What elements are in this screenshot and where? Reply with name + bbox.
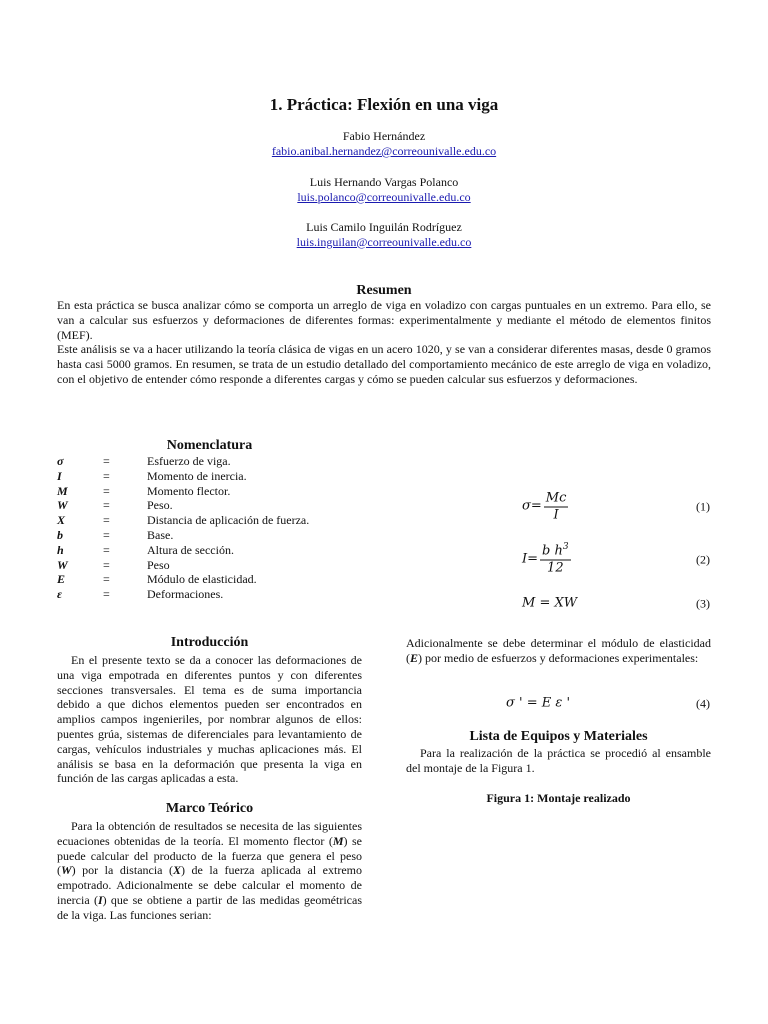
equation-4-expression: σ ' = E ε ' [506, 695, 571, 711]
nomenclature-equals: = [103, 587, 110, 602]
equation-2-number: (2) [696, 552, 710, 567]
nomenclature-symbol: h [57, 542, 64, 557]
theory-text: ) de la fuerza aplicada al extremo empotrado. Adicionalmente se debe calcular el momento de inercia ( [57, 863, 362, 907]
nomenclature-equals: = [103, 542, 110, 557]
nomenclature-description: Módulo de elasticidad. [147, 572, 257, 587]
nomenclature-table [57, 454, 309, 602]
theory-heading: Marco Teórico [165, 801, 254, 816]
abstract-heading: Resumen [356, 283, 412, 298]
theory-text: ) se puede calcular del producto de la fuerza que genera el peso ( [57, 833, 362, 878]
nomenclature-description: Peso. [147, 498, 173, 513]
nomenclature-equals: = [103, 454, 110, 468]
equation-1-number: (1) [696, 499, 710, 514]
equation-2-numerator [540, 544, 571, 561]
equation-1-numerator: Mc [545, 490, 567, 506]
nomenclature-description: Base. [147, 527, 174, 542]
equation-3-expression: M = XW [522, 595, 578, 611]
abstract-paragraph-1: En esta práctica se busca analizar cómo se comporta un arreglo de viga en voladizo con cargas puntuales en un extremo. Para ello, se van a calcular sus esfuerzos y deformaciones de diferentes formas: experimentalmente y mediante el método de elementos finitos (MEF). [57, 298, 711, 342]
nomenclature-row [57, 469, 309, 484]
nomenclature-row [57, 558, 309, 573]
equation-4-number: (4) [696, 696, 710, 711]
nomenclature-symbol: W [57, 498, 68, 513]
equation-3 [406, 584, 710, 624]
author-1 [0, 129, 768, 159]
author-name: Luis Hernando Vargas Polanco [309, 175, 459, 189]
author-email-link[interactable]: luis.inguilan@correounivalle.edu.co [296, 234, 472, 249]
introduction-heading: Introducción [170, 635, 249, 650]
nomenclature-equals: = [103, 468, 110, 483]
nomenclature-equals: = [103, 483, 110, 498]
nomenclature-symbol: σ [57, 454, 64, 468]
nomenclature-list [57, 454, 377, 602]
nomenclature-symbol: ε [57, 587, 62, 602]
equipment-body: Para la realización de la práctica se procedió al ensamble del montaje de la Figura 1. [406, 746, 711, 775]
equation-1 [406, 487, 710, 527]
equation-2-num-base: b h [542, 543, 563, 559]
author-email-link[interactable]: fabio.anibal.hernandez@correounivalle.edu.co [271, 143, 497, 158]
equipment-heading: Lista de Equipos y Materiales [469, 729, 648, 744]
equation-1-body [522, 491, 568, 524]
nomenclature-equals: = [103, 572, 110, 587]
equation-2 [406, 540, 710, 580]
equation-2-op: = [527, 551, 539, 567]
author-2 [0, 175, 768, 205]
theory-symbol: I [97, 892, 103, 907]
nomenclature-symbol: b [57, 527, 63, 542]
nomenclature-equals: = [103, 513, 110, 528]
nomenclature-description: Momento flector. [147, 483, 231, 498]
abstract-paragraph-2: Este análisis se va a hacer utilizando la teoría clásica de vigas en un acero 1020, y se van a considerar diferentes masas, desde 0 gramos hasta casi 5000 gramos. En resumen, se trata de un estudio detallado del comportamiento mecánico de este arreglo de viga en voladizo, con el objetivo de entender cómo responde a diferentes cargas y cómo se pueden calcular sus esfuerzos y deformaciones. [57, 342, 711, 386]
equation-1-op: = [530, 498, 542, 514]
author-3 [0, 220, 768, 250]
equation-1-fraction [544, 491, 569, 524]
nomenclature-equals: = [103, 527, 110, 542]
equation-3-body [522, 597, 577, 612]
equation-1-lhs: σ [522, 498, 531, 514]
nomenclature-description: Peso [147, 557, 170, 572]
equation-2-num-exponent: 3 [562, 542, 569, 553]
nomenclature-symbol: I [57, 468, 62, 483]
paper-title-block [0, 95, 768, 115]
equation-3-number: (3) [696, 596, 710, 611]
elasticity-symbol: E [410, 650, 419, 665]
theory-symbol: X [173, 863, 182, 878]
nomenclature-row [57, 484, 309, 499]
nomenclature-row [57, 513, 309, 528]
nomenclature-row [57, 528, 309, 543]
theory-body [57, 819, 362, 923]
nomenclature-heading: Nomenclatura [166, 438, 253, 453]
nomenclature-row [57, 454, 309, 469]
theory-text: Para la obtención de resultados se necesita de las siguientes ecuaciones obtenidas de la teoría. El momento flector ( [57, 819, 362, 848]
equation-2-body [522, 544, 571, 577]
equation-4 [406, 684, 710, 724]
figure-1-caption: Figura 1: Montaje realizado [486, 791, 631, 805]
nomenclature-symbol: X [57, 513, 66, 528]
elasticity-text: ) por medio de esfuerzos y deformaciones experimentales: [418, 650, 699, 665]
nomenclature-description: Distancia de aplicación de fuerza. [147, 513, 310, 528]
nomenclature-description: Deformaciones. [147, 587, 224, 602]
theory-symbol: M [332, 833, 344, 848]
author-name: Fabio Hernández [342, 129, 426, 143]
nomenclature-description: Momento de inercia. [147, 468, 247, 483]
introduction-body: En el presente texto se da a conocer las deformaciones de una viga empotrada en diferentes puntos y con diferentes secciones transversales. El tema es de suma importancia debido a que dichos elementos pueden ser encontrados en amplios campos ingenieriles, por nombrar algunos de ellos: puentes grúa, sistemas de diferenciales para levantamiento de cargas, vehículos industriales y muchas aplicaciones más. El análisis se basa en la deformación que presenta la viga en función de las cargas aplicadas a esta. [57, 653, 362, 786]
equation-2-denominator: 12 [547, 560, 564, 576]
nomenclature-symbol: E [57, 572, 66, 587]
author-email-link[interactable]: luis.polanco@correounivalle.edu.co [297, 189, 471, 204]
nomenclature-row [57, 587, 309, 602]
equation-2-lhs: I [522, 551, 528, 567]
nomenclature-row [57, 572, 309, 587]
equation-4-body [506, 697, 570, 712]
elasticity-paragraph [406, 636, 711, 666]
nomenclature-symbol: W [57, 557, 68, 572]
theory-text: ) por la distancia ( [71, 863, 174, 878]
nomenclature-row [57, 498, 309, 513]
theory-symbol: W [61, 863, 72, 878]
theory-text: ) que se obtiene a partir de las medidas geométricas de la viga. Las funciones serian: [57, 892, 362, 922]
equation-1-denominator: I [553, 507, 559, 523]
nomenclature-description: Esfuerzo de viga. [147, 454, 231, 468]
nomenclature-row [57, 543, 309, 558]
author-name: Luis Camilo Inguilán Rodríguez [306, 220, 462, 234]
equation-2-fraction [540, 544, 571, 577]
nomenclature-symbol: M [57, 483, 68, 498]
paper-title: 1. Práctica: Flexión en una viga [269, 95, 499, 114]
nomenclature-equals: = [103, 498, 110, 513]
elasticity-text: Adicionalmente se debe determinar el módulo de elasticidad ( [406, 636, 711, 665]
nomenclature-equals: = [103, 557, 110, 572]
nomenclature-description: Altura de sección. [147, 542, 234, 557]
abstract-body [57, 298, 711, 387]
